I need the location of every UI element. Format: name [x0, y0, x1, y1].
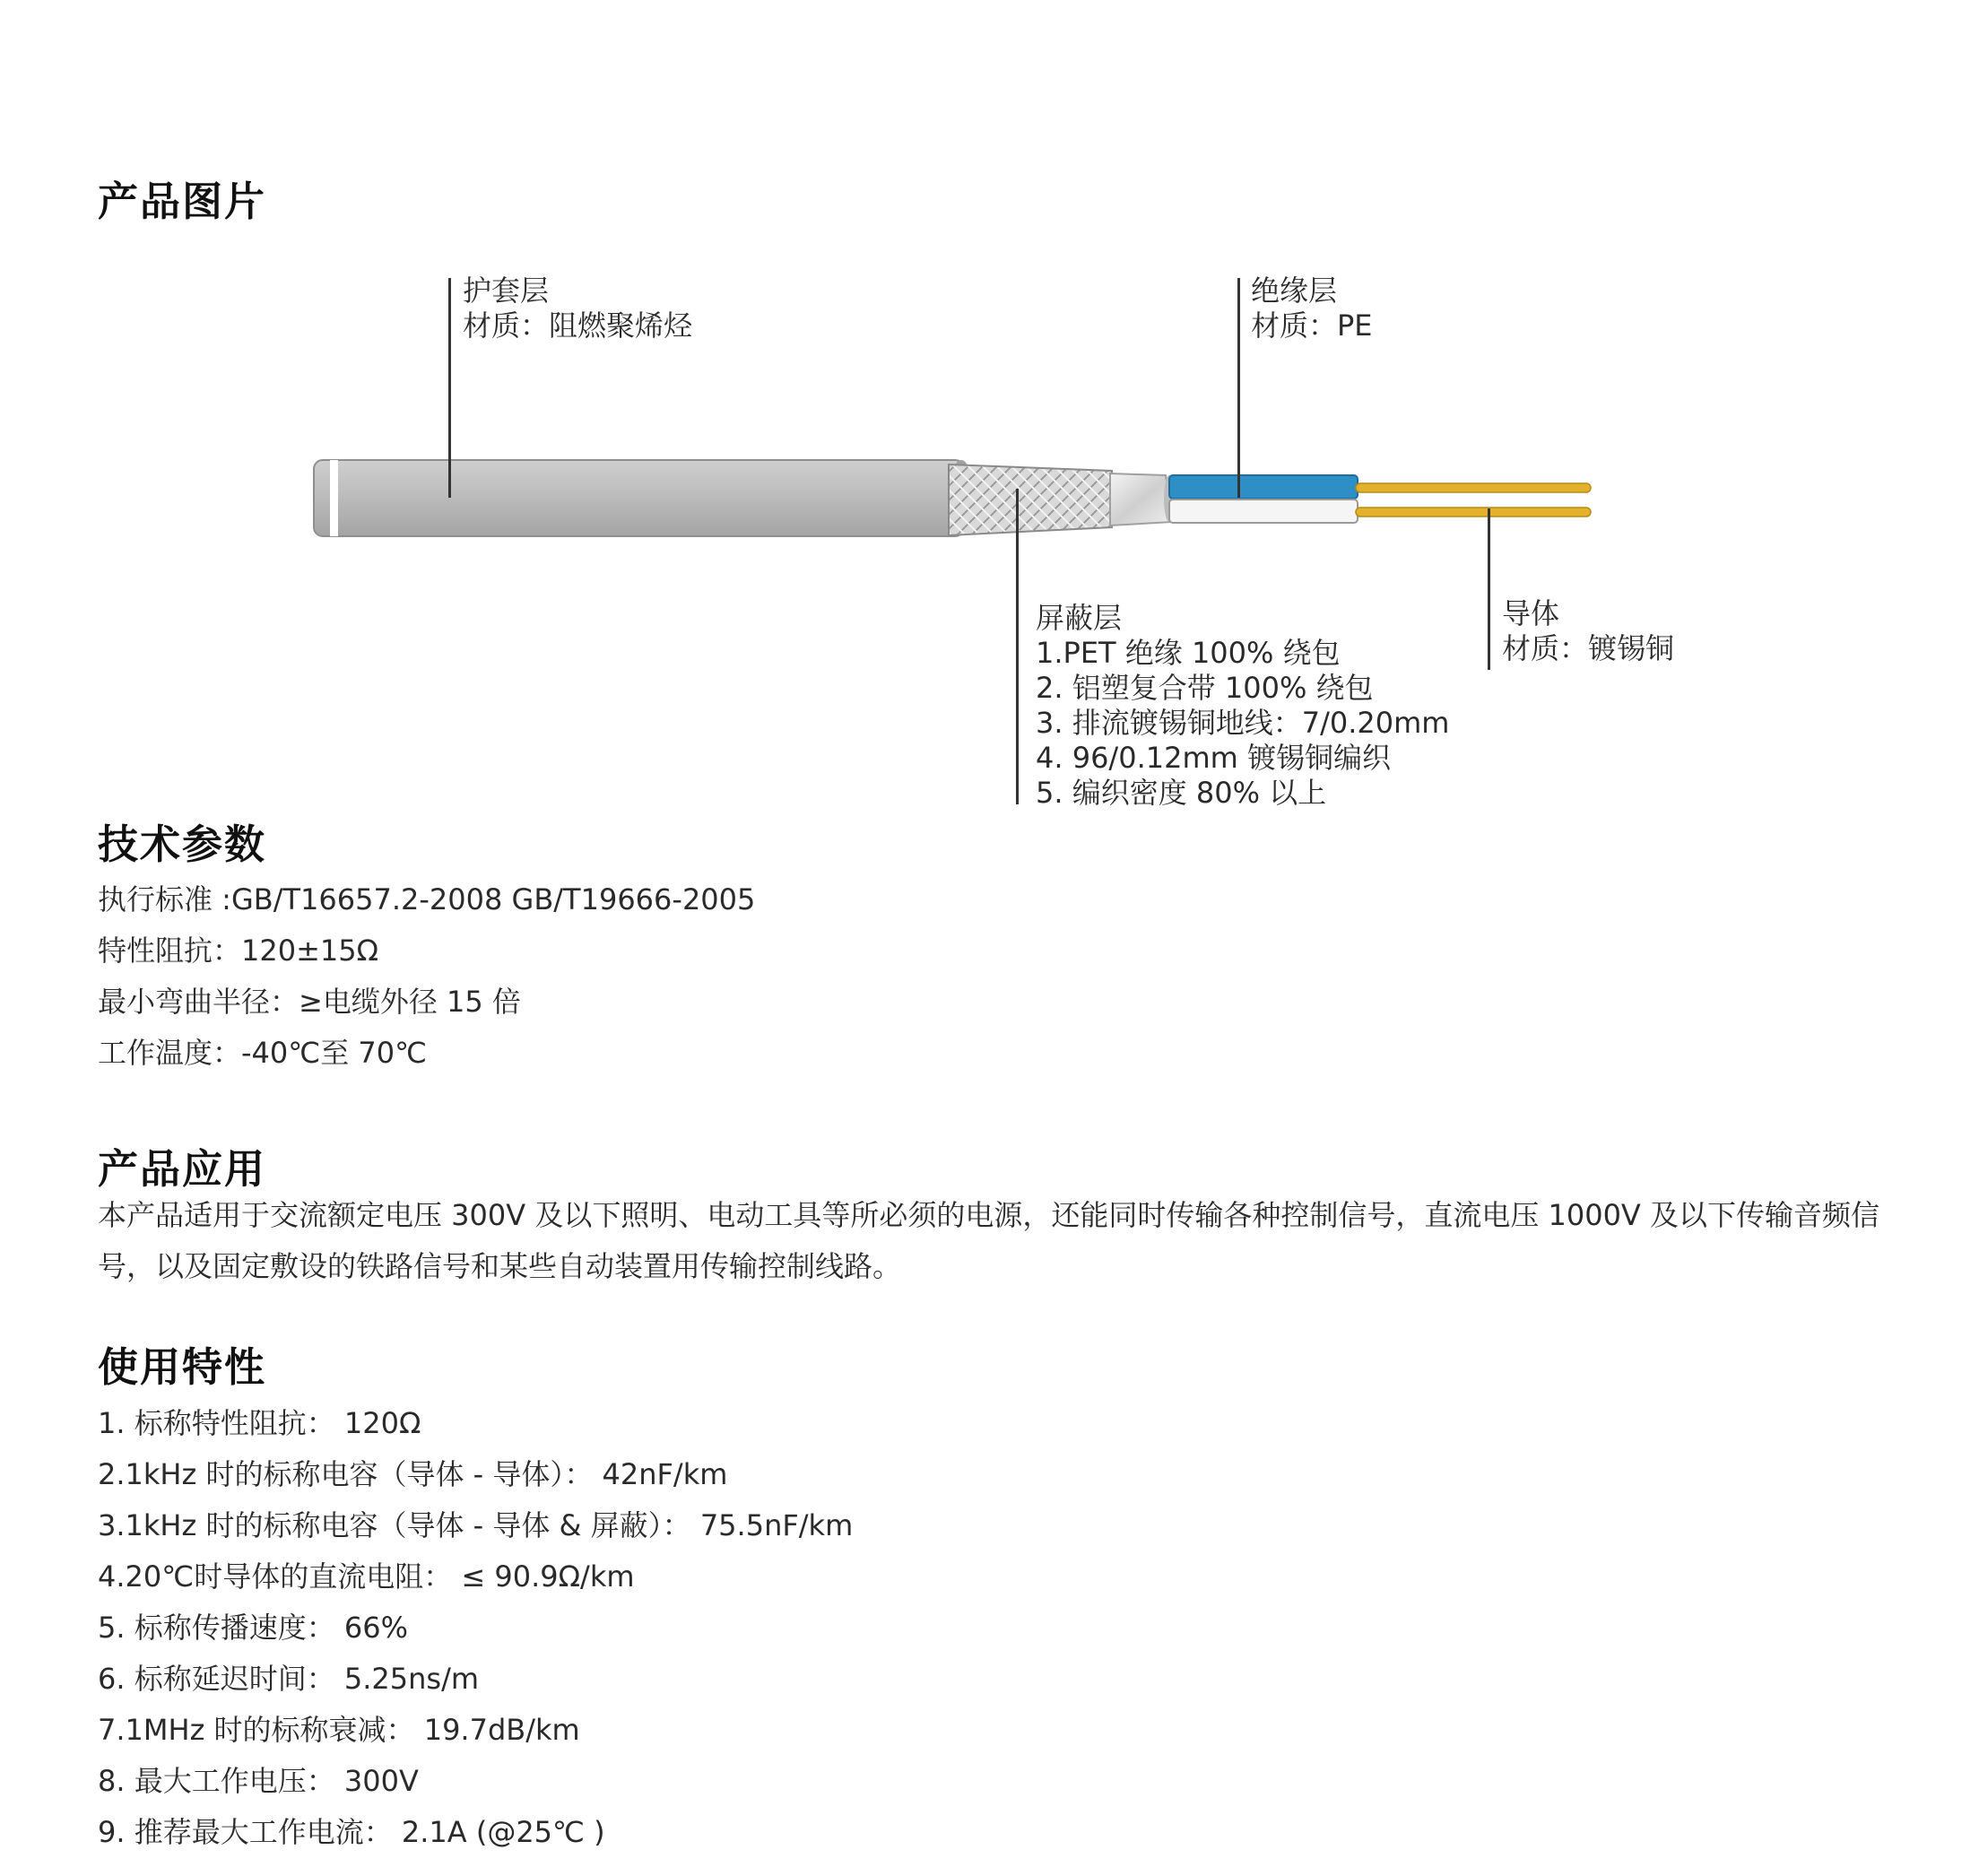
foil-wrap-layer	[1110, 473, 1175, 525]
callout-conductor	[1502, 596, 1674, 666]
callout-shield-item: 2. 铝塑复合带 100% 绕包	[1036, 671, 1374, 705]
callout-jacket	[463, 274, 692, 343]
feature-line: 1. 标称特性阻抗： 120Ω	[98, 1406, 421, 1440]
cable-illustration	[0, 0, 1979, 861]
feature-line: 4.20℃时导体的直流电阻： ≤ 90.9Ω/km	[98, 1559, 635, 1594]
feature-line: 8. 最大工作电压： 300V	[98, 1764, 419, 1798]
insulation-leader-line	[1237, 278, 1240, 498]
tech-param-line: 最小弯曲半径：≥电缆外径 15 倍	[98, 985, 521, 1019]
tech-param-line: 执行标准 :GB/T16657.2-2008 GB/T19666-2005	[98, 882, 756, 916]
conductors	[1356, 483, 1591, 517]
feature-line: 5. 标称传播速度： 66%	[98, 1611, 409, 1645]
callout-shield	[1036, 601, 1449, 811]
callout-shield-item: 3. 排流镀锡铜地线：7/0.20mm	[1036, 706, 1450, 740]
jacket-leader-line	[448, 278, 451, 498]
callout-shield-title: 屏蔽层	[1036, 601, 1123, 635]
callout-conductor-material: 材质：镀锡铜	[1502, 631, 1675, 665]
insulated-cores	[1169, 475, 1358, 523]
callout-insulation-material: 材质：PE	[1251, 308, 1373, 343]
callout-insulation	[1251, 274, 1373, 343]
callout-shield-item: 4. 96/0.12mm 镀锡铜编织	[1036, 741, 1391, 775]
conductor-leader-line	[1488, 508, 1490, 670]
callout-conductor-title: 导体	[1502, 596, 1560, 630]
tech-param-line: 工作温度：-40℃至 70℃	[98, 1036, 428, 1070]
section-title-features: 使用特性	[98, 1343, 267, 1391]
feature-line: 2.1kHz 时的标称电容（导体 - 导体）： 42nF/km	[98, 1457, 728, 1491]
feature-line: 7.1MHz 时的标称衰减： 19.7dB/km	[98, 1713, 580, 1747]
callout-insulation-title: 绝缘层	[1251, 274, 1338, 308]
section-title-product-image: 产品图片	[98, 178, 267, 225]
callout-shield-item: 5. 编织密度 80% 以上	[1036, 776, 1327, 810]
tech-param-line: 特性阻抗：120±15Ω	[98, 934, 379, 968]
application-paragraph: 本产品适用于交流额定电压 300V 及以下照明、电动工具等所必须的电源，还能同时传输各种控制信号，直流电压 1000V 及以下传输音频信号，以及固定敷设的铁路信号和某些自动装置用传输控制线路。	[98, 1198, 1879, 1283]
jacket-layer	[314, 460, 974, 536]
feature-line: 6. 标称延迟时间： 5.25ns/m	[98, 1662, 480, 1696]
feature-line: 9. 推荐最大工作电流： 2.1A (@25℃ )	[98, 1815, 605, 1849]
shield-leader-line	[1016, 489, 1019, 804]
section-title-tech-params: 技术参数	[98, 821, 267, 868]
feature-line: 3.1kHz 时的标称电容（导体 - 导体 & 屏蔽）： 75.5nF/km	[98, 1508, 854, 1542]
callout-shield-item: 1.PET 绝缘 100% 绕包	[1036, 636, 1341, 670]
section-title-application: 产品应用	[98, 1145, 267, 1193]
callout-jacket-material: 材质：阻燃聚烯烃	[463, 308, 693, 343]
braid-shield-layer	[949, 465, 1112, 535]
callout-jacket-title: 护套层	[463, 274, 550, 308]
